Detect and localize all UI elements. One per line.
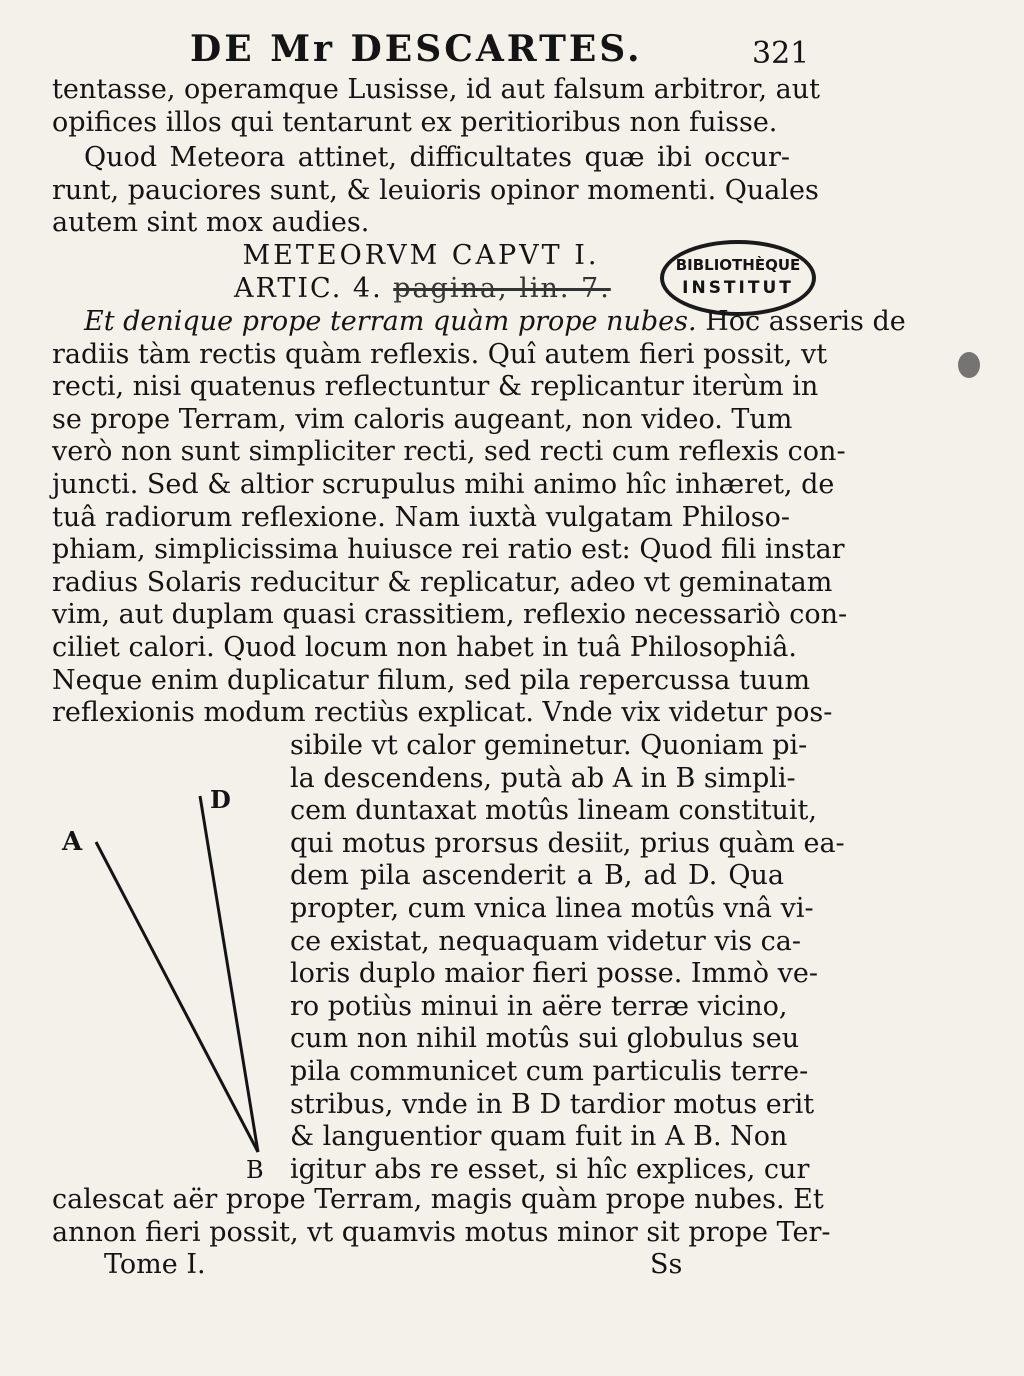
struck-reference: pagina, lin. 7. xyxy=(393,272,611,304)
text-line: pila communicet cum particulis terre- xyxy=(290,1055,809,1087)
text-line: calescat aër prope Terram, magis quàm prope nubes. Et xyxy=(52,1184,824,1215)
text-line: ciliet calori. Quod locum non habet in tuâ Philosophiâ. xyxy=(52,631,797,663)
label-a: A xyxy=(62,827,83,857)
text-line: ro potiùs minui in aëre terræ vicino, xyxy=(290,990,788,1022)
reflection-diagram xyxy=(50,780,290,1184)
text-line: se prope Terram, vim caloris augeant, non video. Tum xyxy=(52,403,793,435)
text-line: runt, pauciores sunt, & leuioris opinor momenti. Quales xyxy=(52,174,819,206)
text-line: Quod Meteora attinet, difficultates quæ ibi occur- xyxy=(84,142,790,173)
caput-heading: METEORVM CAPVT I. xyxy=(242,240,600,271)
volume-marker: Tome I. xyxy=(104,1249,206,1280)
paragraph-closing xyxy=(52,1184,831,1249)
paragraph-beside-figure xyxy=(290,730,845,1186)
stamp-line-1: BIBLIOTHÈQUE xyxy=(675,256,801,274)
text-line: loris duplo maior fieri posse. Immò ve- xyxy=(290,958,818,990)
text-line: stribus, vnde in B D tardior motus erit xyxy=(290,1088,815,1120)
text-line: propter, cum vnica linea motûs vnâ vi- xyxy=(290,892,814,924)
signature-mark: Ss xyxy=(650,1249,683,1280)
text-line: reflexionis modum rectiùs explicat. Vnde vix videtur pos- xyxy=(52,697,833,729)
text-line: qui motus prorsus desiit, prius quàm ea- xyxy=(290,827,845,859)
quoted-phrase: Et denique prope terram quàm prope nubes. xyxy=(84,306,697,337)
text-line: sibile vt calor geminetur. Quoniam pi- xyxy=(290,730,808,761)
label-d: D xyxy=(210,785,231,814)
label-b: B xyxy=(246,1156,264,1184)
page-number: 321 xyxy=(752,36,810,71)
library-stamp xyxy=(660,240,816,316)
paragraph-continuation xyxy=(52,74,820,139)
text-line: cem duntaxat motûs lineam constituit, xyxy=(290,795,817,827)
text-line: ce existat, nequaquam videtur vis ca- xyxy=(290,925,801,957)
text-line: Neque enim duplicatur filum, sed pila repercussa tuum xyxy=(52,664,811,696)
text-line: radiis tàm rectis quàm reflexis. Quî autem fieri possit, vt xyxy=(52,338,828,370)
ink-blot xyxy=(958,352,980,378)
stamp-line-2: INSTITUT xyxy=(682,278,794,298)
text-line: cum non nihil motûs sui globulus seu xyxy=(290,1023,800,1055)
text-line: opifices illos qui tentarunt ex peritioribus non fuisse. xyxy=(52,106,778,138)
text-line: igitur abs re esset, si hîc explices, cur xyxy=(290,1153,810,1185)
text-line: la descendens, putà ab A in B simpli- xyxy=(290,762,796,794)
text-line: phiam, simplicissima huiusce rei ratio est: Quod fili instar xyxy=(52,534,845,566)
text-line: juncti. Sed & altior scrupulus mihi animo hîc inhæret, de xyxy=(52,468,835,500)
text-line: tuâ radiorum reflexione. Nam iuxtà vulgatam Philoso- xyxy=(52,501,790,533)
text-line: verò non sunt simpliciter recti, sed recti cum reflexis con- xyxy=(52,436,846,468)
paragraph-meteora xyxy=(52,142,819,240)
text-line: autem sint mox audies. xyxy=(52,207,370,239)
text-line: annon fieri possit, vt quamvis motus minor sit prope Ter- xyxy=(52,1216,831,1248)
text-line: vim, aut duplam quasi crassitiem, reflexio necessariò con- xyxy=(52,599,848,631)
text-line: radius Solaris reducitur & replicatur, adeo vt geminatam xyxy=(52,566,833,598)
text-line: & languentior quam fuit in A B. Non xyxy=(290,1121,788,1153)
text-line: recti, nisi quatenus reflectuntur & replicantur iterùm in xyxy=(52,371,819,403)
text-line: dem pila ascenderit a B, ad D. Qua xyxy=(290,860,784,892)
paragraph-article xyxy=(52,306,906,730)
article-number: ARTIC. 4. xyxy=(234,272,383,304)
running-head: DE Mr DESCARTES. xyxy=(190,28,643,70)
text-line: tentasse, operamque Lusisse, id aut falsum arbitror, aut xyxy=(52,74,820,105)
text-fragment: Hoc asseris de xyxy=(696,306,906,337)
text-line xyxy=(52,306,906,339)
